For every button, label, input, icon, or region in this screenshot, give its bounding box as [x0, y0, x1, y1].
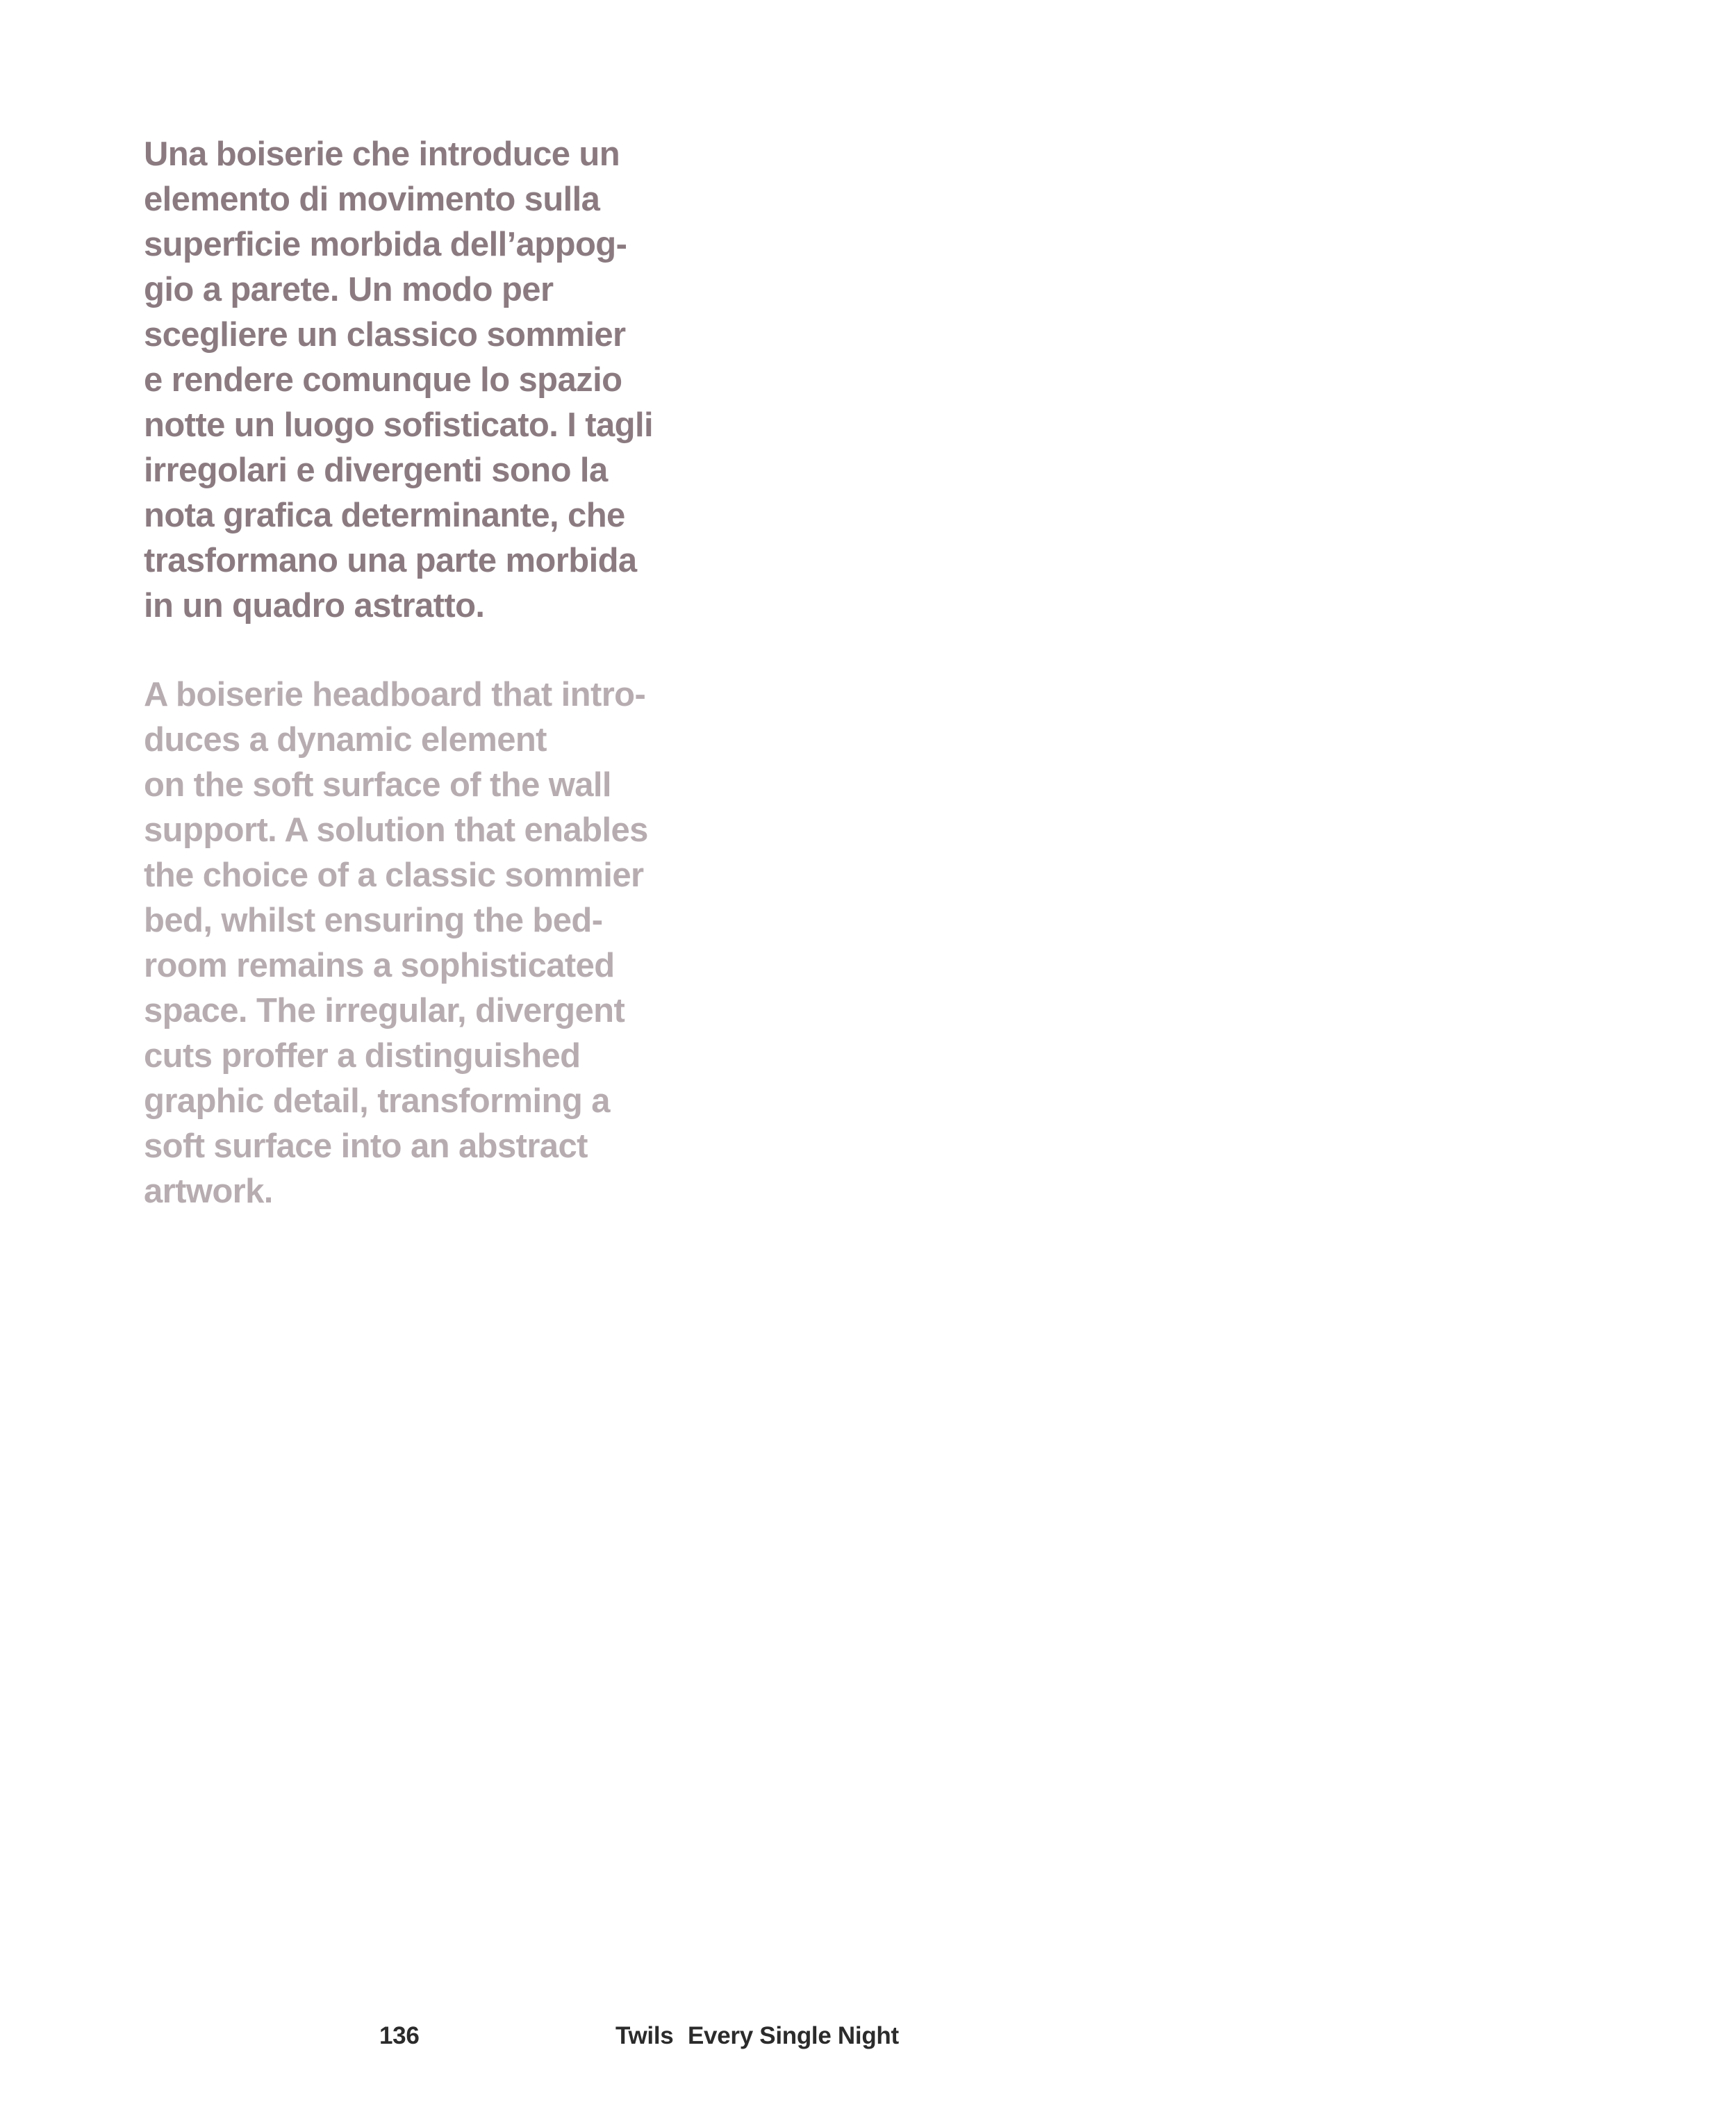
- italian-line: elemento di movimento sulla: [144, 181, 600, 218]
- english-paragraph: [144, 672, 700, 1214]
- italian-line: scegliere un classico sommier: [144, 316, 626, 354]
- english-line: artwork.: [144, 1173, 273, 1210]
- italian-line: superficie morbida dell’appog-: [144, 226, 627, 263]
- english-line: room remains a sophisticated: [144, 947, 615, 984]
- footer-brand: Twils: [615, 2022, 674, 2049]
- italian-line: Una boiserie che introduce un: [144, 135, 620, 173]
- page-number: 136: [379, 2022, 420, 2049]
- english-line: space. The irregular, divergent: [144, 992, 625, 1030]
- english-line: A boiserie headboard that intro-: [144, 676, 646, 713]
- italian-line: nota grafica determinante, che: [144, 497, 625, 534]
- italian-line: gio a parete. Un modo per: [144, 271, 554, 308]
- english-line: on the soft surface of the wall: [144, 766, 611, 804]
- english-line: duces a dynamic element: [144, 721, 547, 759]
- italian-line: in un quadro astratto.: [144, 587, 485, 625]
- italian-paragraph: [144, 132, 700, 629]
- italian-line: notte un luogo sofisticato. I tagli: [144, 406, 654, 444]
- italian-line: irregolari e divergenti sono la: [144, 452, 608, 489]
- english-line: graphic detail, transforming a: [144, 1082, 610, 1120]
- english-line: bed, whilst ensuring the bed-: [144, 902, 603, 939]
- english-line: support. A solution that enables: [144, 811, 648, 849]
- english-line: cuts proffer a distinguished: [144, 1037, 581, 1075]
- footer-title: Every Single Night: [688, 2022, 899, 2049]
- english-line: the choice of a classic sommier: [144, 857, 644, 894]
- english-line: soft surface into an abstract: [144, 1127, 588, 1165]
- italian-line: e rendere comunque lo spazio: [144, 361, 622, 399]
- italian-line: trasformano una parte morbida: [144, 542, 637, 579]
